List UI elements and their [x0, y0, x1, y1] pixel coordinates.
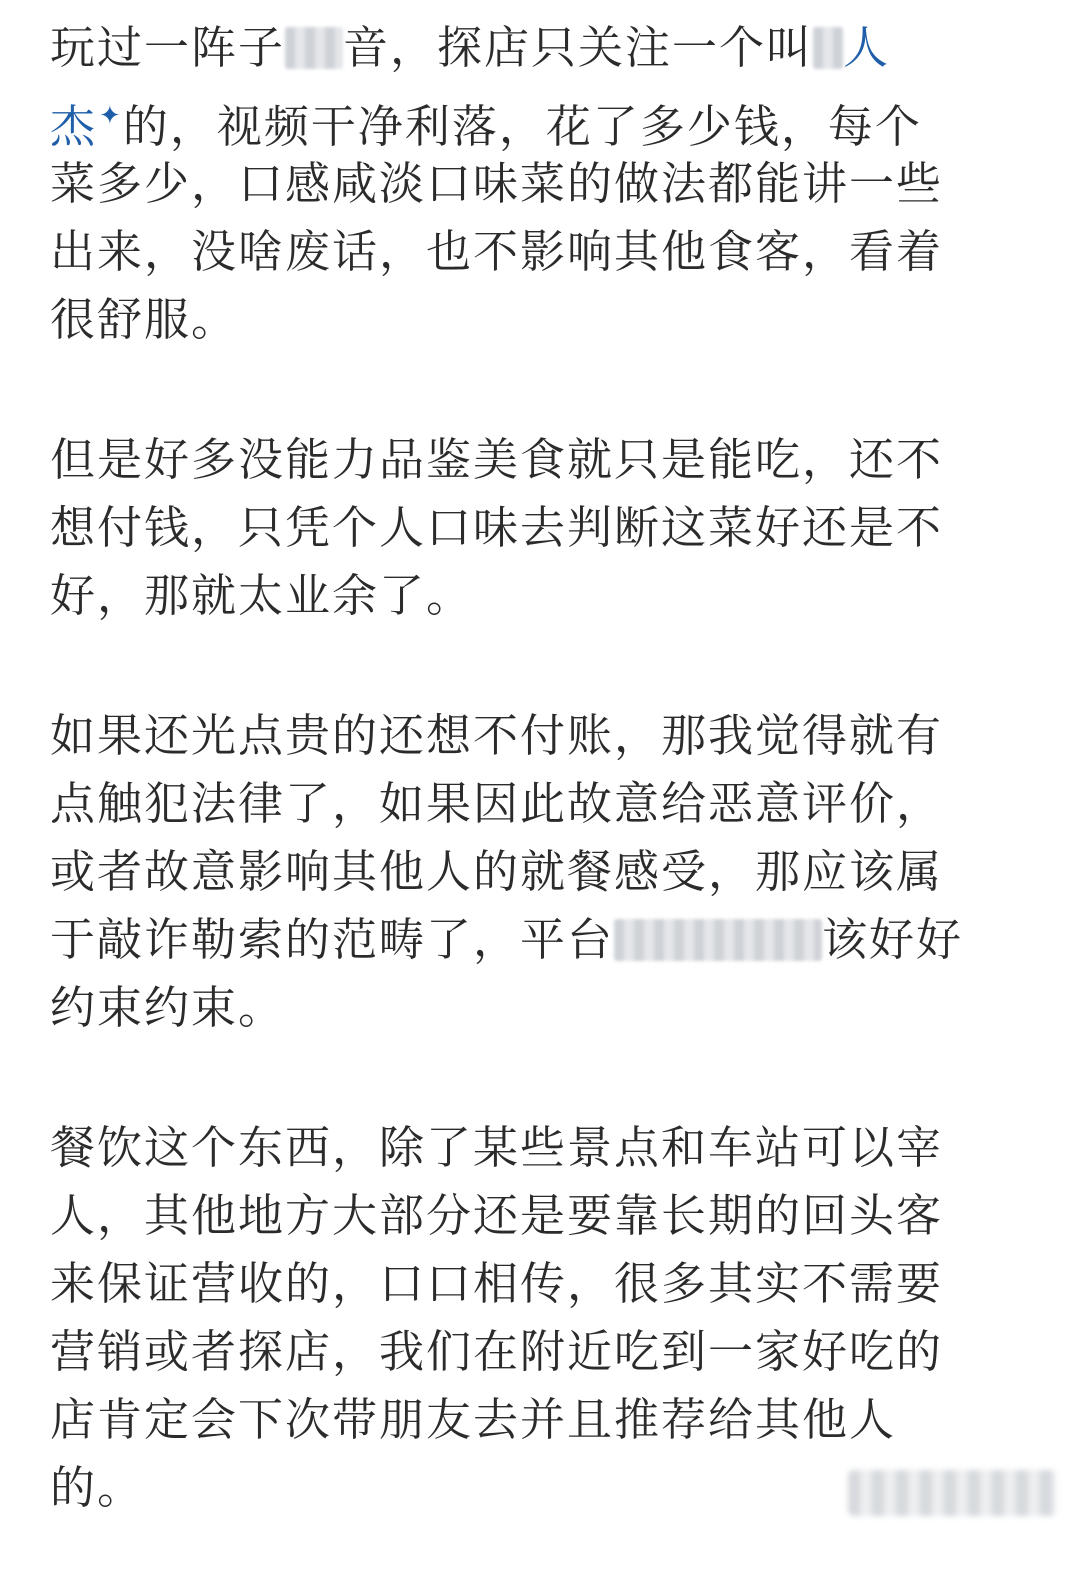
mention-link[interactable]	[813, 21, 890, 74]
text-line: 但是好多没能力品鉴美食就只是能吃，还不	[50, 433, 944, 486]
sparkle-icon: ✦	[99, 101, 123, 131]
text-line: 如果还光点贵的还想不付账，那我觉得就有	[50, 709, 944, 762]
text-line: 或者故意影响其他人的就餐感受，那应该属	[50, 845, 944, 898]
paragraph-3	[50, 702, 1030, 1042]
watermark-blur	[848, 1470, 1056, 1516]
text-line	[50, 82, 1030, 153]
redacted-blur	[813, 27, 843, 69]
post-body	[50, 14, 1030, 1594]
paragraph-4	[50, 1114, 1030, 1522]
mention-link[interactable]	[50, 100, 123, 153]
text-segment: 音，探店只关注一个叫	[343, 21, 814, 74]
text-line: 很舒服。	[50, 293, 239, 346]
text-line: 的。	[50, 1461, 145, 1514]
redacted-blur	[285, 27, 343, 69]
text-line: 人，其他地方大部分还是要靠长期的回头客	[50, 1189, 944, 1242]
text-line: 好，那就太业余了。	[50, 569, 474, 622]
text-line: 店肯定会下次带朋友去并且推荐给其他人	[50, 1393, 897, 1446]
text-line: 点触犯法律了，如果因此故意给恶意评价，	[50, 777, 944, 830]
paragraph-2	[50, 426, 1030, 630]
text-line	[50, 14, 1030, 82]
text-line: 出来，没啥废话，也不影响其他食客，看着	[50, 225, 944, 278]
mention-text: 人	[843, 21, 891, 74]
text-line: 来保证营收的，口口相传，很多其实不需要	[50, 1257, 944, 1310]
mention-text: 杰	[50, 100, 98, 153]
text-segment: 于敲诈勒索的范畴了，平台	[50, 913, 615, 966]
text-line: 约束约束。	[50, 981, 286, 1034]
redacted-blur	[614, 919, 822, 961]
paragraph-1	[50, 14, 1030, 354]
text-line	[50, 906, 1030, 974]
text-line: 餐饮这个东西，除了某些景点和车站可以宰	[50, 1121, 944, 1174]
text-line: 菜多少，口感咸淡口味菜的做法都能讲一些	[50, 157, 944, 210]
text-line: 营销或者探店，我们在附近吃到一家好吃的	[50, 1325, 944, 1378]
text-segment: 的，视频干净利落，花了多少钱，每个	[122, 100, 922, 153]
text-segment: 该好好	[822, 913, 964, 966]
text-line: 想付钱，只凭个人口味去判断这菜好还是不	[50, 501, 944, 554]
text-segment: 玩过一阵子	[50, 21, 286, 74]
